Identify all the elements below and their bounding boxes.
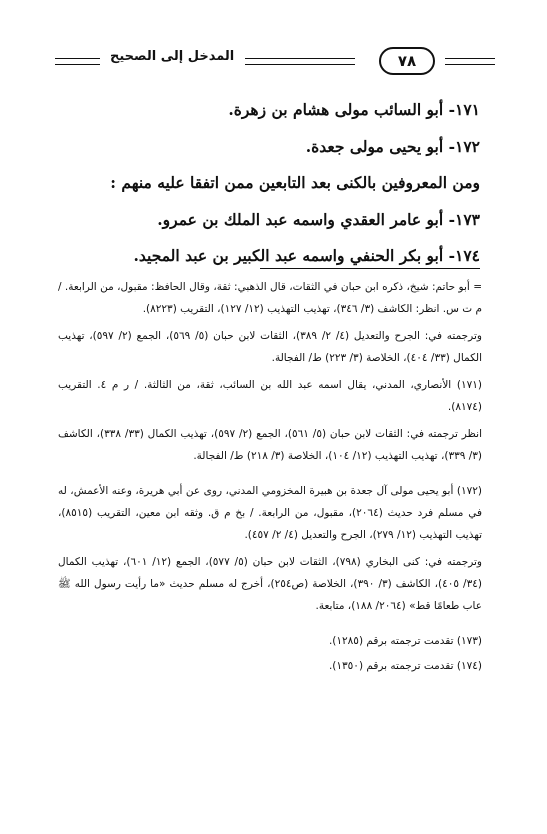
entry-173: ١٧٣- أبو عامر العقدي واسمه عبد الملك بن عمرو. (157, 209, 480, 229)
page-number: ٧٨ (379, 47, 435, 75)
footnote-173: (١٧٣) تقدمت ترجمته برقم (١٢٨٥). (328, 635, 482, 647)
footnote-171: (١٧١) الأنصاري، المدني، يقال اسمه عبد الله بن السائب، ثقة، من الثالثة. / ر م ٤. التقريب (٨١٧٤). (58, 379, 482, 413)
header-rule-left (55, 58, 100, 65)
running-title: المدخل إلى الصحيح (110, 49, 235, 64)
entry-172: ١٧٢- أبو يحيى مولى جعدة. (305, 136, 480, 156)
main-text (60, 92, 480, 275)
footnote-172: (١٧٢) أبو يحيى مولى آل جعدة بن هبيرة المخزومي المدني، روى عن أبي هريرة، وعنه الأعمش، له في مسلم فرد حديث (٢٠٦٤)، مقبول، من الرابعة. / بخ م ق. وثقه ابن معين، التقريب (٨٥١٥)، تهذيب التهذيب (١٢/ ٢٧٩)، الجرح والتعديل (٤/ ٢/ ٤٥٧). (58, 485, 482, 541)
section-heading: ومن المعروفين بالكنى بعد التابعين ممن اتفقا عليه منهم : (110, 173, 480, 192)
footnote-172-sources: وترجمته في: كنى البخاري (٧٩٨)، الثقات لابن حبان (٥/ ٥٧٧)، الجمع (١٢/ ٦٠١)، تهذيب الكمال (٣٤/ ٤٠٥)، الكاشف (٣/ ٣٩٠)، الخلاصة (ص٢٥٤)، أخرج له مسلم حديث «ما رأيت رسول الله ﷺ عاب طعامًا قط» (٢٠٦٤/ ١٨٨)، متابعة. (58, 556, 482, 612)
page-header (55, 45, 495, 75)
footnote-171-sources: انظر ترجمته في: الثقات لابن حبان (٥/ ٥٦١)، الجمع (٢/ ٥٩٧)، تهذيب الكمال (٣٣/ ٣٣٨)، الكاشف (٣/ ٣٣٩)، تهذيب التهذيب (١٢/ ١٠٤)، الخلاصة (٣/ ٢١٨) ط/ الفجالة. (58, 428, 482, 462)
header-rule-middle (245, 58, 355, 65)
entry-171: ١٧١- أبو السائب مولى هشام بن زهرة. (228, 100, 480, 119)
footnote-separator (260, 268, 480, 269)
header-rule-right (445, 58, 495, 65)
footnote-174: (١٧٤) تقدمت ترجمته برقم (١٣٥٠). (328, 660, 482, 672)
entry-174: ١٧٤- أبو بكر الحنفي واسمه عبد الكبير بن عبد المجيد. (133, 246, 480, 265)
footnote-sources: وترجمته في: الجرح والتعديل (٤/ ٢/ ٣٨٩)، الثقات لابن حبان (٥/ ٥٦٩)، الجمع (٢/ ٥٩٧)، تهذيب الكمال (٣٣/ ٤٠٤)، الخلاصة (٣/ ٢٢٣) ط/ الفجالة. (58, 330, 482, 364)
footnotes (58, 276, 482, 680)
footnote-continued: = أبو حاتم: شيخ، ذكره ابن حبان في الثقات، قال الذهبي: ثقة، وقال الحافظ: مقبول، من الرابعة. / م ت س. انظر: الكاشف (٣/ ٣٤٦)، تهذيب التهذيب (١٢/ ١٢٧)، التقريب (٨٢٢٣). (58, 281, 482, 315)
